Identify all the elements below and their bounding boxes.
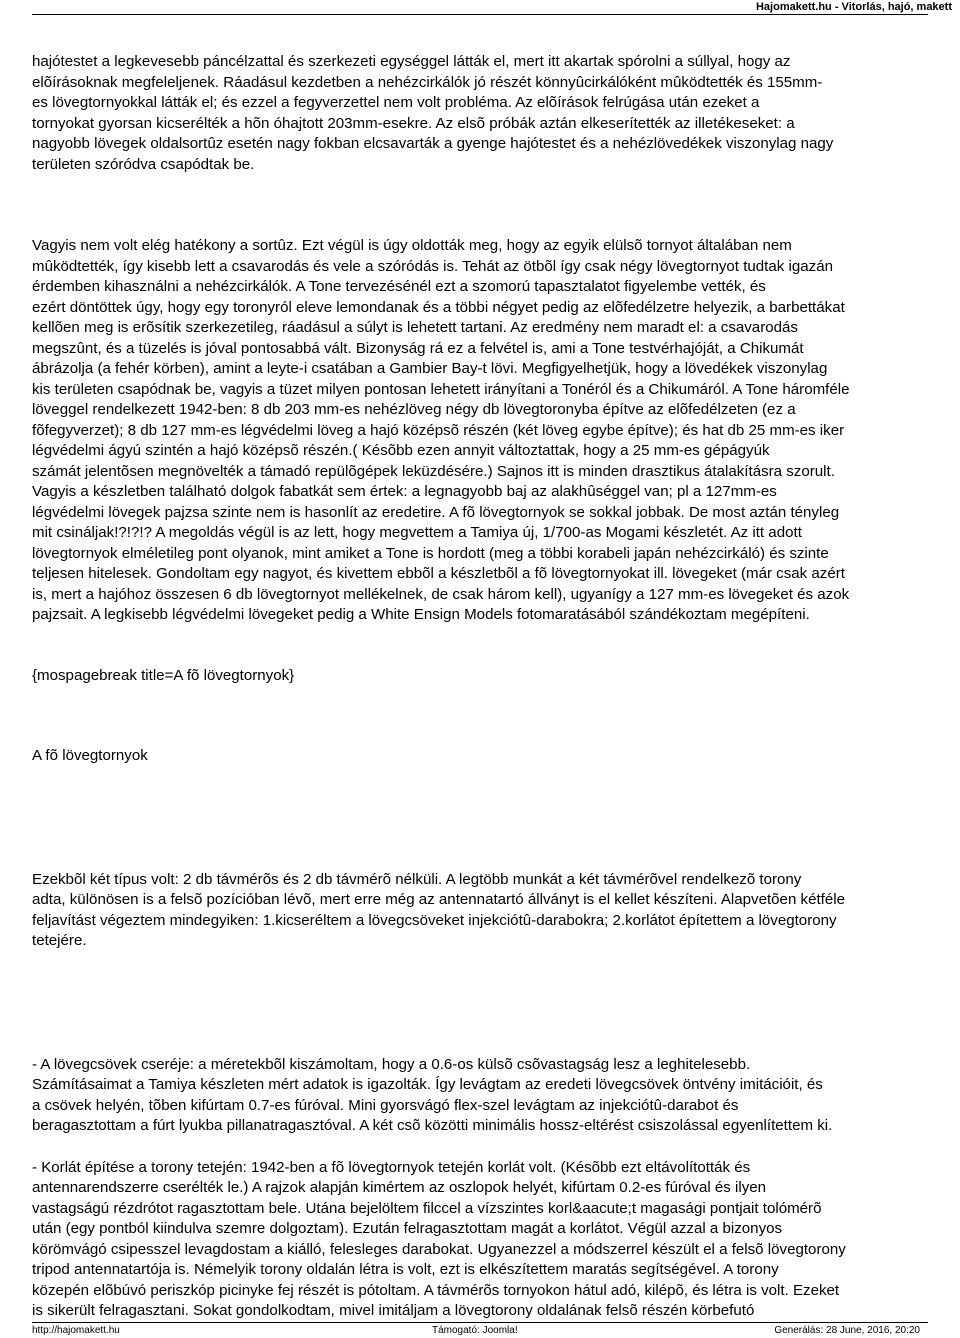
header-divider [32, 14, 928, 15]
pagebreak-tag: {mospagebreak title=A fõ lövegtornyok} [32, 666, 295, 684]
footer-sponsor: Támogató: Joomla! [432, 1325, 518, 1336]
paragraph-salvo-accuracy: Vagyis nem volt elég hatékony a sortûz. Ezt végül is úgy oldották meg, hogy az egyik elülsõ tornyot általában nem mûködtették, így kisebb lett a csavarodás és vele a szóródás is. Tehát az ötbõl így csak négy lövegtornyot tudtak igazán érdemben kihasználni a nehézcirkálók. A Tone tervezésénél ezt a szomorú tapasztalatot figyelembe vették, és ezért döntöttek úgy, hogy egy toronyról eleve lemondanak és a többi négyet pedig az elõfedélzetre helyezik, a barbettákat kellõen meg is erõsítik szerkezetileg, ráadásul a súlyt is lehetett tartani. Az eredmény nem maradt el: a csavarodás megszûnt, és a tüzelés is jóval pontosabbá vált. Bizonyság rá ez a felvétel is, ami a Tone testvérhajóját, a Chikumát ábrázolja (a fehér körben), amint a leyte-i csatában a Gambier Bay-t lövi. Megfigyelhetjük, hogy a lövedékek viszonylag kis területen csapódnak be, vagyis a tüzet milyen pontosan lehetett irányítani a Tonéról és a Chikumáról. A Tone háromféle löveggel rendelkezett 1942-ben: 8 db 203 mm-es nehézlöveg négy db lövegtoronyba építve az elõfedélzeten (ez a fõfegyverzet); 8 db 127 mm-es légvédelmi löveg a hajó középsõ részén (két löveg egybe építve); és hat db 25 mm-es iker légvédelmi ágyú szintén a hajó középsõ részén.( Késõbb ezen annyit változtattak, hogy a 25 mm-es gépágyúk számát jelentõsen megnövelték a támadó repülõgépek leküzdésére.) Sajnos itt is minden drasztikus átalakításra szorult. Vagyis a készletben található dolgok fabatkát sem értek: a legnagyobb baj az alakhûséggel van; pl a 127mm-es légvédelmi lövegek pajzsa szinte nem is hasonlít az eredetire. A fõ lövegtornyok se sokkal jobbak. De most aztán tényleg mit csináljak!?!?!? A megoldás végül is az lett, hogy megvettem a Tamiya új, 1/700-as Mogami készletét. Az itt adott lövegtornyok elméletileg pont olyanok, mint amiket a Tone is hordott (meg a többi korabeli japán nehézcirkáló) és szinte teljesen hitelesek. Gondoltam egy nagyot, és kivettem ebbõl a készletbõl a fõ lövegtornyokat ill. lövegeket (már csak azért is, mert a hajóhoz összesen 6 db lövegtornyot mellékelnek, de csak három kell), ugyanígy a 127 mm-es lövegeket és azok pajzsait. A legkisebb légvédelmi lövegeket pedig a White Ensign Models fotomaratásából szándékoztam megépíteni. [32, 237, 850, 623]
paragraph-turret-types: Ezekbõl két típus volt: 2 db távmérõs és 2 db távmérõ nélküli. A legtöbb munkát a két távmérõvel rendelkezõ torony adta, különösen is a felsõ pozícióban lévõ, mert erre még az antennatartó állványt is el kellet készíteni. Alapvetõen kétféle feljavítást végeztem mindegyiken: 1.kicseréltem a lövegcsöveket injekciótû-darabokra; 2.korlátot építettem a lövegtorony tetejére. [32, 870, 846, 949]
footer-site-link[interactable]: http://hajomakett.hu [32, 1325, 120, 1336]
paragraph-hull-armor: hajótestet a legkevesebb páncélzattal és szerkezeti egységgel látták el, mert itt akartak spórolni a súllyal, hogy az elõírásoknak megfeleljenek. Ráadásul kezdetben a nehézcirkálók jó részét könnyûcirkálóként mûködtették és 155mm- es lövegtornyokkal látták el; és ezzel a fegyverzettel nem volt probléma. Az elõírások felrúgása után ezeket a tornyokat gyorsan kicserélték a hõn óhajtott 203mm-esekre. Az elsõ próbák aztán elkeserítették az illetékeseket: a nagyobb lövegek oldalsortûz esetén nagy fokban elcsavarták a gyenge hajótestet és a nehézlövedékek viszonylag nagy területen szóródva csapódtak be. [32, 53, 834, 173]
section-heading: A fõ lövegtornyok [32, 747, 148, 764]
footer-generated-date: Generálás: 28 June, 2016, 20:20 [774, 1325, 920, 1336]
list-item-barrel-replacement: - A lövegcsövek cseréje: a méretekbõl kiszámoltam, hogy a 0.6-os külsõ csõvastagság lesz a leghitelesebb. Számításaimat a Tamiya készleten mért adatok is igazolták. Így levágtam az eredeti lövegcsövek öntvény imitációit, és a csövek helyén, tõben kifúrtam 0.7-es fúróval. Mini gyorsvágó flex-szel levágtam az injekciótû-darabot és beragasztottam a fúrt lyukba pillanatragasztóval. A két csõ közötti minimális hossz-eltérést csiszolással egyenlítettem ki. [32, 1055, 833, 1134]
page-header-title: Hajomakett.hu - Vitorlás, hajó, makett [755, 1, 952, 13]
list-item-railing: - Korlát építése a torony tetején: 1942-ben a fõ lövegtornyok tetején korlát volt. (Késõbb ezt eltávolították és antennarendszerre cserélték le.) A rajzok alapján kimértem az oszlopok helyét, kifúrtam 0.2-es fúróval és ilyen vastagságú rézdrótot ragasztottam bele. Utána bejelöltem filccel a vízszintes korl&aacute;t magasági pontjait tolómérõ után (egy pontból kiindulva szemre dolgoztam). Ezután felragasztottam magát a korlátot. Végül azzal a bizonyos körömvágó csipesszel levagdostam a kiálló, felesleges darabokat. Ugyanezzel a módszerrel készült el a felsõ lövegtorony tripod antennatartója is. Némelyik torony oldalán létra is volt, ezt is elkészítettem maratás segítségével. A torony közepén elõbúvó periszkóp picinyke fej részét is pótoltam. A távmérõs tornyokon hátul adó, kilépõ, és létra is volt. Ezeket is sikerült felragasztani. Sokat gondolkodtam, mivel imitáljam a lövegtorony oldalának felsõ részén körbefutó [32, 1158, 846, 1319]
footer-divider [32, 1322, 928, 1323]
article-body [32, 52, 928, 1322]
